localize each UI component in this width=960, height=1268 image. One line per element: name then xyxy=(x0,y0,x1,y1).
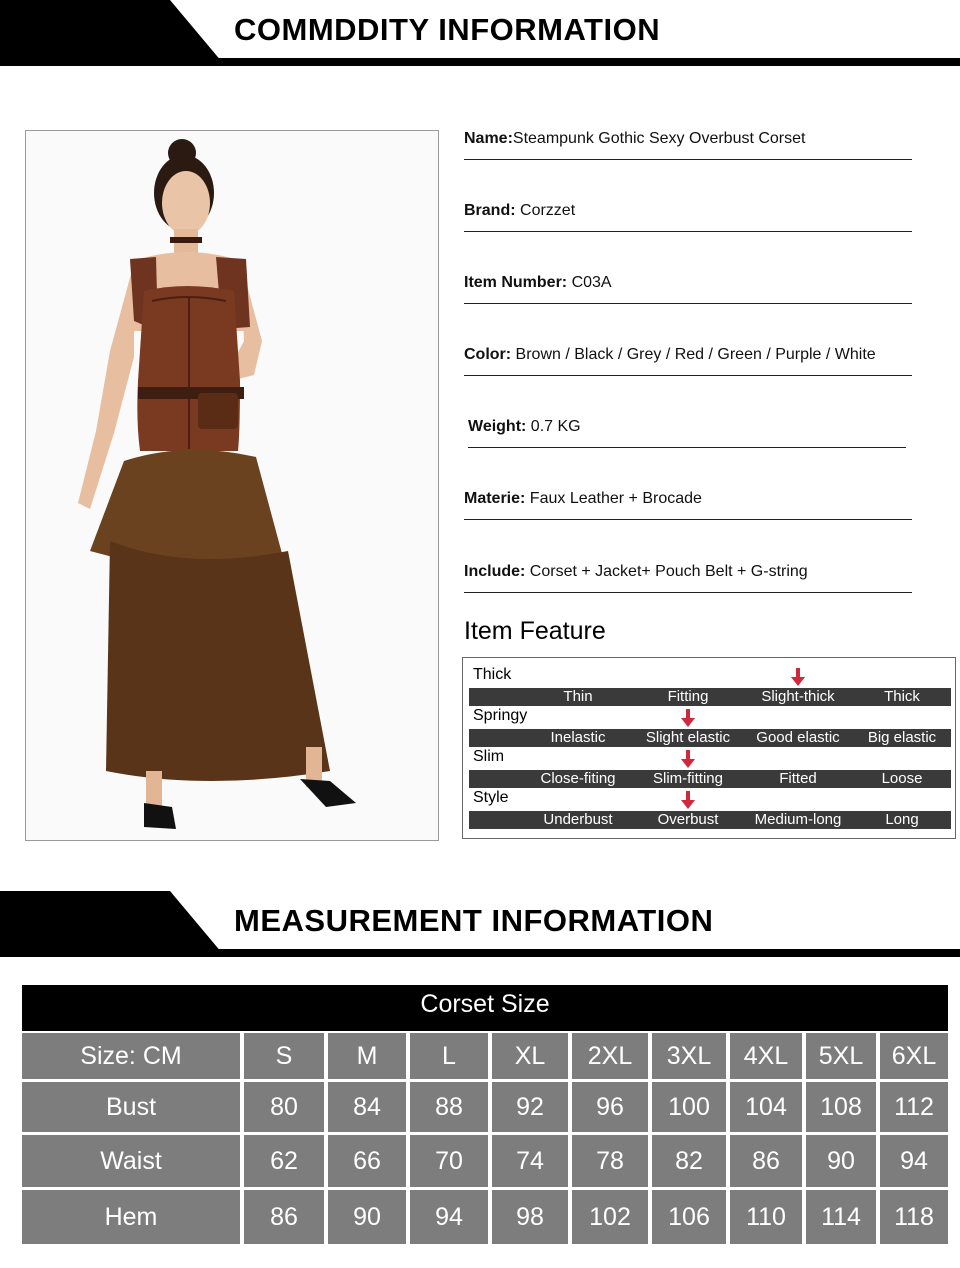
info-row-include xyxy=(464,563,912,593)
feature-option: Medium-long xyxy=(754,811,842,828)
size-value-cell: 70 xyxy=(410,1135,488,1187)
feature-option: Close-fiting xyxy=(540,770,616,787)
feature-arrow-icon xyxy=(681,750,695,768)
commodity-banner xyxy=(0,0,960,68)
feature-option: Long xyxy=(885,811,919,828)
info-label: Materie: xyxy=(464,490,526,507)
size-value-cell: 86 xyxy=(730,1135,802,1187)
size-table-title: Corset Size xyxy=(22,985,948,1031)
info-value: Corzzet xyxy=(515,202,576,219)
size-column-header: 5XL xyxy=(806,1033,876,1079)
info-label: Include: xyxy=(464,563,526,580)
size-value-cell: 66 xyxy=(328,1135,406,1187)
info-row-name xyxy=(464,130,912,160)
feature-option: Fitted xyxy=(779,770,817,787)
size-value-cell: 74 xyxy=(492,1135,568,1187)
feature-group-slim xyxy=(463,748,957,788)
info-label: Color: xyxy=(464,346,512,363)
size-value-cell: 90 xyxy=(806,1135,876,1187)
feature-group-style xyxy=(463,789,957,829)
size-value-cell: 94 xyxy=(410,1190,488,1244)
size-value-cell: 118 xyxy=(880,1190,948,1244)
size-value-cell: 62 xyxy=(244,1135,324,1187)
size-column-header: 2XL xyxy=(572,1033,648,1079)
size-value-cell: 86 xyxy=(244,1190,324,1244)
info-value: 0.7 KG xyxy=(526,418,581,435)
info-label: Item Number: xyxy=(464,274,568,291)
info-label: Name: xyxy=(464,130,513,147)
info-value: Faux Leather + Brocade xyxy=(525,490,702,507)
size-column-header: L xyxy=(410,1033,488,1079)
info-row-item-number xyxy=(464,274,912,304)
size-value-cell: 92 xyxy=(492,1082,568,1132)
size-column-header: XL xyxy=(492,1033,568,1079)
size-value-cell: 108 xyxy=(806,1082,876,1132)
feature-arrow-icon xyxy=(681,709,695,727)
size-value-cell: 78 xyxy=(572,1135,648,1187)
feature-scale xyxy=(469,729,951,747)
size-value-cell: 88 xyxy=(410,1082,488,1132)
feature-option: Underbust xyxy=(543,811,613,828)
size-value-cell: 110 xyxy=(730,1190,802,1244)
feature-option: Slim-fitting xyxy=(652,770,723,787)
info-row-material xyxy=(464,490,912,520)
banner-underline xyxy=(0,949,960,957)
feature-scale xyxy=(469,688,951,706)
feature-scale xyxy=(469,770,951,788)
feature-group-springy xyxy=(463,707,957,747)
item-feature-box xyxy=(462,657,956,839)
feature-arrow-icon xyxy=(681,791,695,809)
info-value: Brown / Black / Grey / Red / Green / Purple / White xyxy=(511,346,876,363)
feature-option: Thin xyxy=(563,688,593,705)
feature-option: Big elastic xyxy=(867,729,937,746)
product-photo xyxy=(25,130,439,841)
measurement-banner xyxy=(0,891,960,959)
size-column-header: 3XL xyxy=(652,1033,726,1079)
info-value: Corset + Jacket+ Pouch Belt + G-string xyxy=(525,563,808,580)
feature-name: Springy xyxy=(473,707,528,724)
size-value-cell: 84 xyxy=(328,1082,406,1132)
feature-name: Style xyxy=(473,789,509,806)
size-column-header: M xyxy=(328,1033,406,1079)
size-column-header: S xyxy=(244,1033,324,1079)
size-value-cell: 90 xyxy=(328,1190,406,1244)
feature-option: Good elastic xyxy=(756,729,840,746)
banner-tab xyxy=(0,0,222,62)
size-value-cell: 98 xyxy=(492,1190,568,1244)
size-column-header: 6XL xyxy=(880,1033,948,1079)
info-label: Brand: xyxy=(464,202,516,219)
info-row-color xyxy=(464,346,912,376)
size-value-cell: 96 xyxy=(572,1082,648,1132)
size-value-cell: 94 xyxy=(880,1135,948,1187)
feature-option: Slight elastic xyxy=(645,729,731,746)
feature-option: Thick xyxy=(884,688,920,705)
measure-row-label: Waist xyxy=(22,1135,240,1187)
banner-tab xyxy=(0,891,222,953)
commodity-title: COMMDDITY INFORMATION xyxy=(234,12,661,47)
item-feature-title: Item Feature xyxy=(464,617,606,645)
feature-name: Thick xyxy=(473,666,512,683)
banner-underline xyxy=(0,58,960,66)
measurement-title: MEASUREMENT INFORMATION xyxy=(234,903,714,938)
measure-row-label: Bust xyxy=(22,1082,240,1132)
feature-option: Slight-thick xyxy=(761,688,835,705)
feature-option: Loose xyxy=(881,770,923,787)
size-value-cell: 100 xyxy=(652,1082,726,1132)
info-value: C03A xyxy=(567,274,612,291)
feature-scale xyxy=(469,811,951,829)
feature-arrow-icon xyxy=(791,668,805,686)
size-value-cell: 112 xyxy=(880,1082,948,1132)
size-value-cell: 114 xyxy=(806,1190,876,1244)
info-row-weight xyxy=(468,418,906,448)
model-illustration xyxy=(26,131,438,840)
info-label: Weight: xyxy=(468,418,527,435)
size-value-cell: 106 xyxy=(652,1190,726,1244)
size-header-label: Size: CM xyxy=(22,1033,240,1079)
info-value: Steampunk Gothic Sexy Overbust Corset xyxy=(512,130,806,147)
feature-group-thick xyxy=(463,666,957,706)
size-value-cell: 82 xyxy=(652,1135,726,1187)
feature-option: Overbust xyxy=(657,811,719,828)
size-column-header: 4XL xyxy=(730,1033,802,1079)
feature-option: Fitting xyxy=(667,688,709,705)
measure-row-label: Hem xyxy=(22,1190,240,1244)
size-value-cell: 80 xyxy=(244,1082,324,1132)
info-row-brand xyxy=(464,202,912,232)
feature-name: Slim xyxy=(473,748,505,765)
feature-option: Inelastic xyxy=(550,729,606,746)
size-value-cell: 104 xyxy=(730,1082,802,1132)
size-value-cell: 102 xyxy=(572,1190,648,1244)
